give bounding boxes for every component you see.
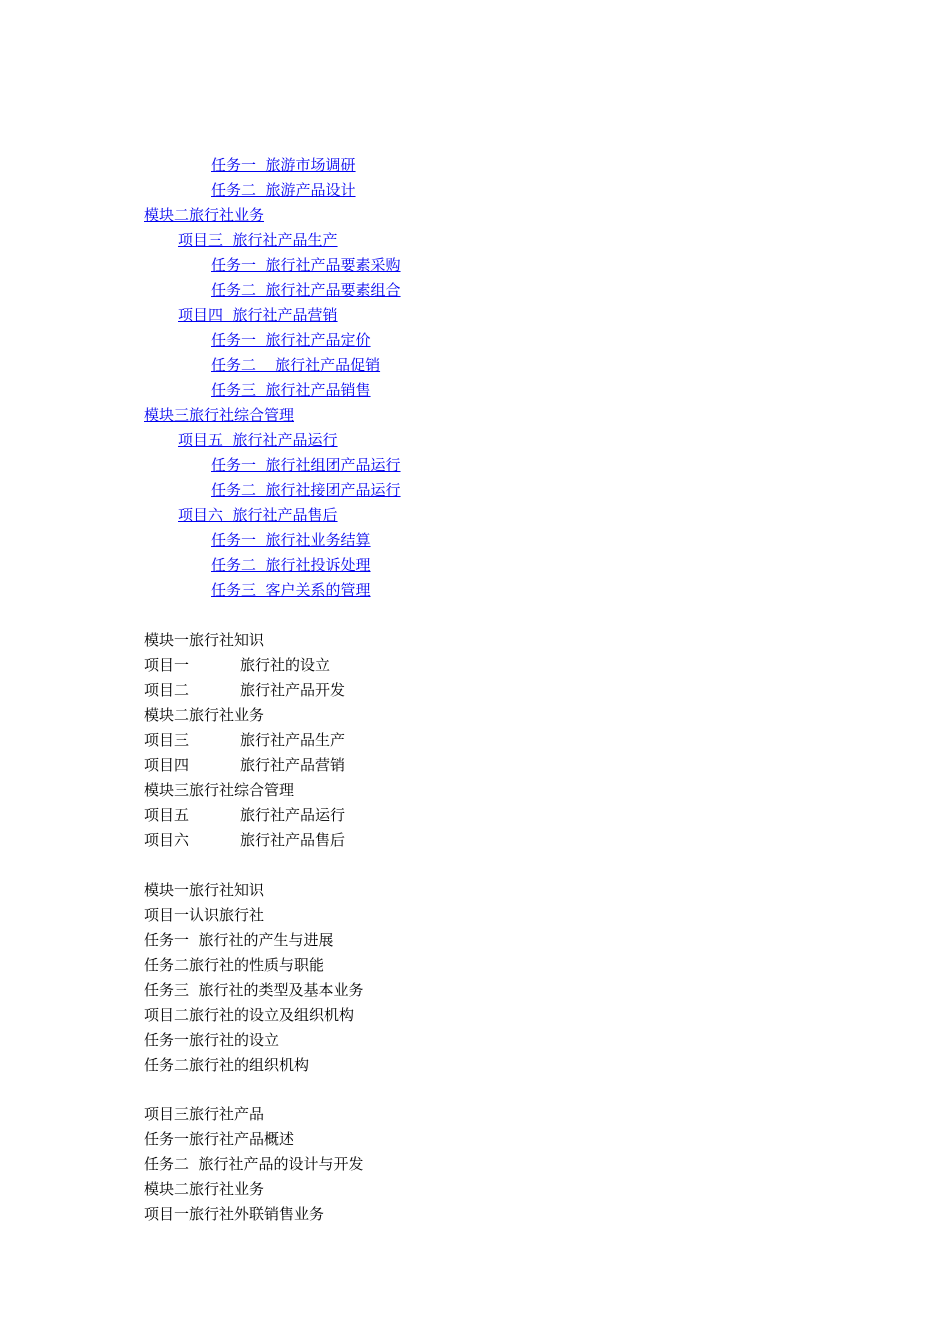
detail-line: 模块二旅行社业务 — [144, 1180, 265, 1198]
toc-link-project[interactable]: 项目五 旅行社产品运行 — [178, 431, 338, 449]
detail-line: 项目一旅行社外联销售业务 — [144, 1205, 325, 1223]
detail-line: 任务二 旅行社产品的设计与开发 — [144, 1155, 364, 1173]
toc-link-project[interactable]: 项目四 旅行社产品营销 — [178, 306, 338, 324]
outline-module — [144, 705, 264, 725]
outline-row — [144, 655, 544, 675]
outline-row — [144, 730, 544, 750]
toc-link-task[interactable]: 任务一 旅游市场调研 — [211, 156, 356, 174]
outline-row — [144, 830, 544, 850]
detail-line: 任务三 旅行社的类型及基本业务 — [144, 981, 364, 999]
toc-link-task[interactable]: 任务二 旅行社投诉处理 — [211, 556, 371, 574]
detail-line: 任务一 旅行社的产生与进展 — [144, 931, 334, 949]
outline-name: 旅行社产品生产 — [240, 731, 346, 749]
outline-code: 项目四 — [144, 756, 190, 774]
outline-code: 项目三 — [144, 731, 190, 749]
toc-link-project[interactable]: 项目三 旅行社产品生产 — [178, 231, 338, 249]
toc-link-task[interactable]: 任务二 旅行社产品要素组合 — [211, 281, 401, 299]
toc-link-task[interactable]: 任务一 旅行社产品要素采购 — [211, 256, 401, 274]
outline-code: 项目二 — [144, 681, 190, 699]
detail-line: 任务一旅行社的设立 — [144, 1031, 280, 1049]
detail-line: 项目三旅行社产品 — [144, 1105, 265, 1123]
toc-link-task[interactable]: 任务一 旅行社产品定价 — [211, 331, 371, 349]
outline-row — [144, 680, 544, 700]
outline-name: 旅行社产品运行 — [240, 806, 346, 824]
toc-link-task[interactable]: 任务三 旅行社产品销售 — [211, 381, 371, 399]
outline-row — [144, 755, 544, 775]
toc-link-task[interactable]: 任务二 旅游产品设计 — [211, 181, 356, 199]
outline-code: 模块三旅行社综合管理 — [144, 781, 295, 799]
detail-line: 任务二旅行社的组织机构 — [144, 1056, 310, 1074]
outline-name: 旅行社产品营销 — [240, 756, 346, 774]
outline-code: 模块一旅行社知识 — [144, 631, 265, 649]
toc-link-module[interactable]: 模块二旅行社业务 — [144, 206, 265, 224]
outline-row — [144, 805, 544, 825]
detail-line: 任务二旅行社的性质与职能 — [144, 956, 325, 974]
outline-code: 项目六 — [144, 831, 190, 849]
detail-line: 模块一旅行社知识 — [144, 881, 265, 899]
detail-line: 任务一旅行社产品概述 — [144, 1130, 295, 1148]
outline-code: 模块二旅行社业务 — [144, 706, 265, 724]
detail-line: 项目一认识旅行社 — [144, 906, 265, 924]
outline-name: 旅行社产品开发 — [240, 681, 346, 699]
outline-name: 旅行社的设立 — [240, 656, 331, 674]
toc-link-task[interactable]: 任务一 旅行社业务结算 — [211, 531, 371, 549]
detail-line: 项目二旅行社的设立及组织机构 — [144, 1006, 355, 1024]
outline-code: 项目五 — [144, 806, 190, 824]
toc-link-task[interactable]: 任务三 客户关系的管理 — [211, 581, 371, 599]
toc-link-module[interactable]: 模块三旅行社综合管理 — [144, 406, 295, 424]
toc-link-task[interactable]: 任务二 旅行社产品促销 — [211, 356, 381, 374]
outline-code: 项目一 — [144, 656, 190, 674]
toc-link-task[interactable]: 任务一 旅行社组团产品运行 — [211, 456, 401, 474]
outline-module — [144, 630, 264, 650]
toc-link-task[interactable]: 任务二 旅行社接团产品运行 — [211, 481, 401, 499]
outline-name: 旅行社产品售后 — [240, 831, 346, 849]
outline-module — [144, 780, 294, 800]
toc-link-project[interactable]: 项目六 旅行社产品售后 — [178, 506, 338, 524]
